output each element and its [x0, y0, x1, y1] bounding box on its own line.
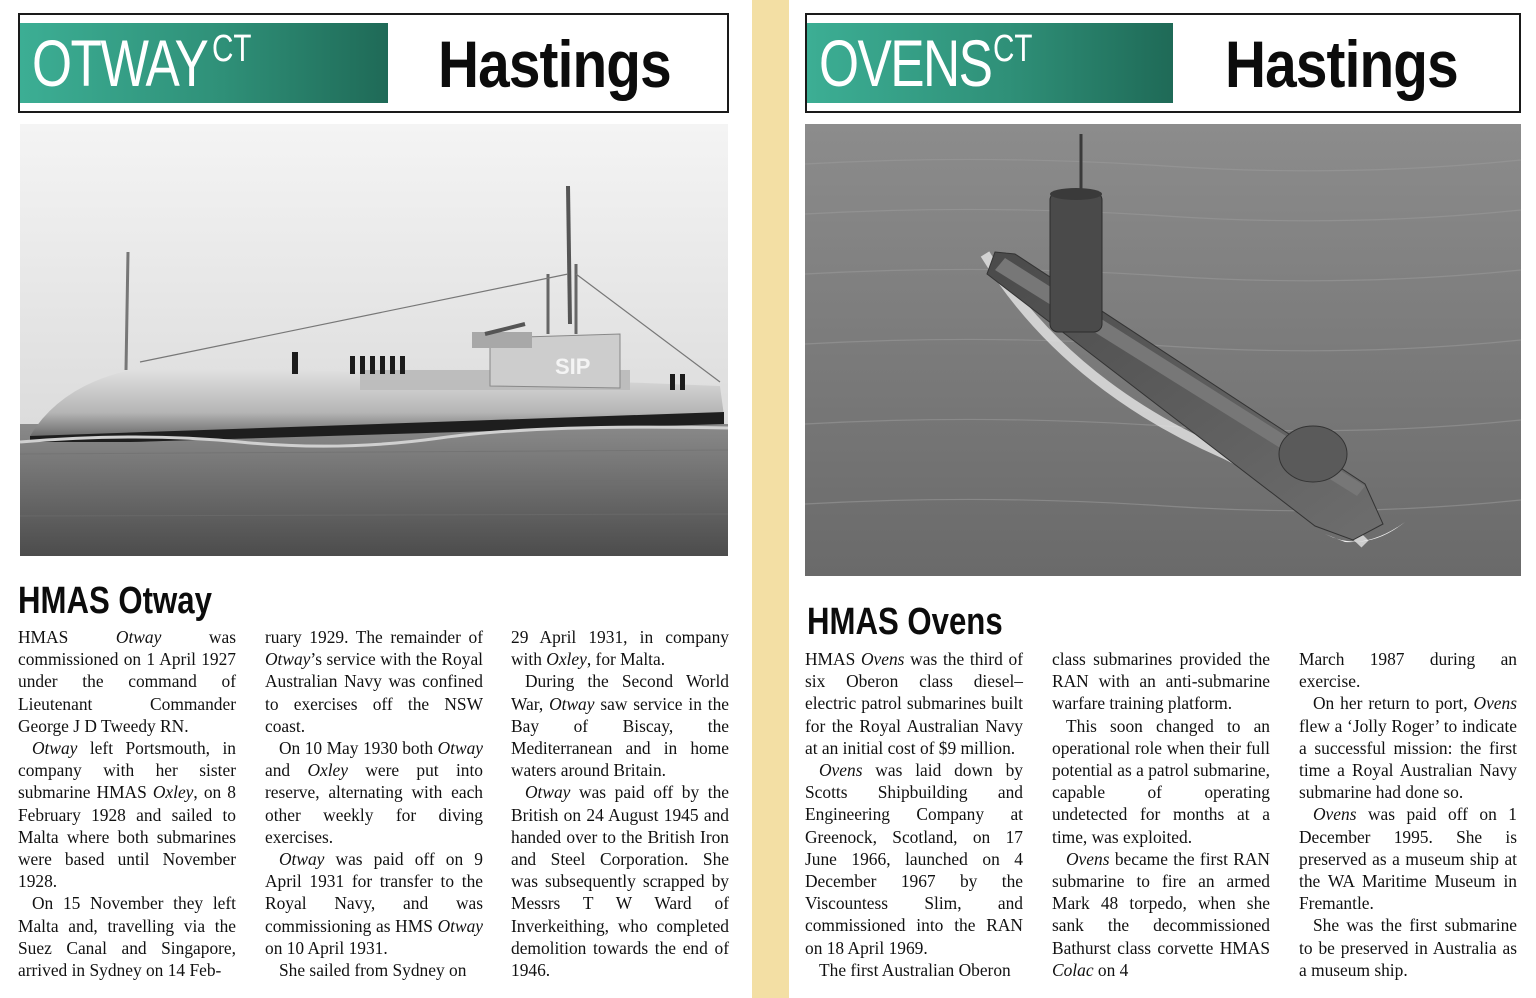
ovens-panel: [789, 0, 1536, 998]
street-name: OTWAY: [32, 26, 208, 100]
otway-street-sign: [20, 23, 388, 103]
article-title: HMAS Ovens: [807, 601, 1003, 643]
suburb-name: Hastings: [438, 27, 671, 101]
article-column-1: HMAS Otway was commissioned on 1 April 1927 under the command of Lieutenant Commander George J D Tweedy RN. Otway left Portsmouth, in company with her sister submarine HMAS Oxley, on 8 February 1928 and sailed to Malta where both submarines were based until November 1928. On 15 November they left Malta and, travelling via the Suez Canal and Singapore, arrived in Sydney on 14 Feb-: [18, 627, 236, 981]
suburb-name: Hastings: [1225, 27, 1458, 101]
article-column-1: HMAS Ovens was the third of six Oberon class diesel–electric patrol submarines built for the Royal Australian Navy at an initial cost of $9 million. Ovens was laid down by Scotts Shipbuilding and Engineering Company at Greenock, Scotland, on 17 June 1966, launched on 4 December 1967 by the Viscountess Slim, and commissioned into the RAN on 18 April 1969. The first Australian Oberon: [805, 649, 1023, 980]
ovens-header: [805, 13, 1521, 113]
article-column-3: 29 April 1931, in company with Oxley, for Malta. During the Second World War, Otway saw service in the Bay of Biscay, the Mediterranean and in home waters around Britain. Otway was paid off by the British on 24 August 1945 and handed over to the British Iron and Steel Corporation. She was subsequently scrapped by Messrs T W Ward of Inverkeithing, who completed demolition towards the end of 1946.: [511, 627, 730, 981]
article-column-2: class submarines provided the RAN with an anti-submarine warfare training platform. This soon changed to an operational role when their full potential as a patrol submarine, capable of operating undetected for months at a time, was exploited. Ovens became the first RAN submarine to fire an armed Mark 48 torpedo, when she sank the decommissioned Bathurst class corvette HMAS Colac on 4: [1052, 649, 1270, 980]
street-name: OVENS: [819, 26, 992, 100]
street-suffix: CT: [212, 28, 252, 70]
ovens-street-sign: [807, 23, 1173, 103]
ovens-photo: [805, 124, 1521, 576]
article-column-2: ruary 1929. The remainder of Otway’s service with the Royal Australian Navy was confined to exercises off the NSW coast. On 10 May 1930 both Otway and Oxley were put into reserve, alternating with each other weekly for diving exercises. Otway was paid off on 9 April 1931 for transfer to the Royal Navy, and was commissioning as HMS Otway on 10 April 1931. She sailed from Sydney on: [265, 627, 484, 981]
svg-text:SIP: SIP: [555, 354, 591, 379]
article-column-3: March 1987 during an exercise. On her return to port, Ovens flew a ‘Jolly Roger’ to indicate a successful mission: the first time a Royal Australian Navy submarine had done so. Ovens was paid off on 1 December 1995. She is preserved as a museum ship at the WA Maritime Museum in Fremantle. She was the first submarine to be preserved in Australia as a museum ship.: [1299, 649, 1517, 980]
article-title: HMAS Otway: [18, 580, 212, 622]
street-suffix: CT: [993, 28, 1033, 70]
otway-photo: [20, 124, 728, 556]
otway-panel: [0, 0, 752, 998]
otway-header: [18, 13, 729, 113]
